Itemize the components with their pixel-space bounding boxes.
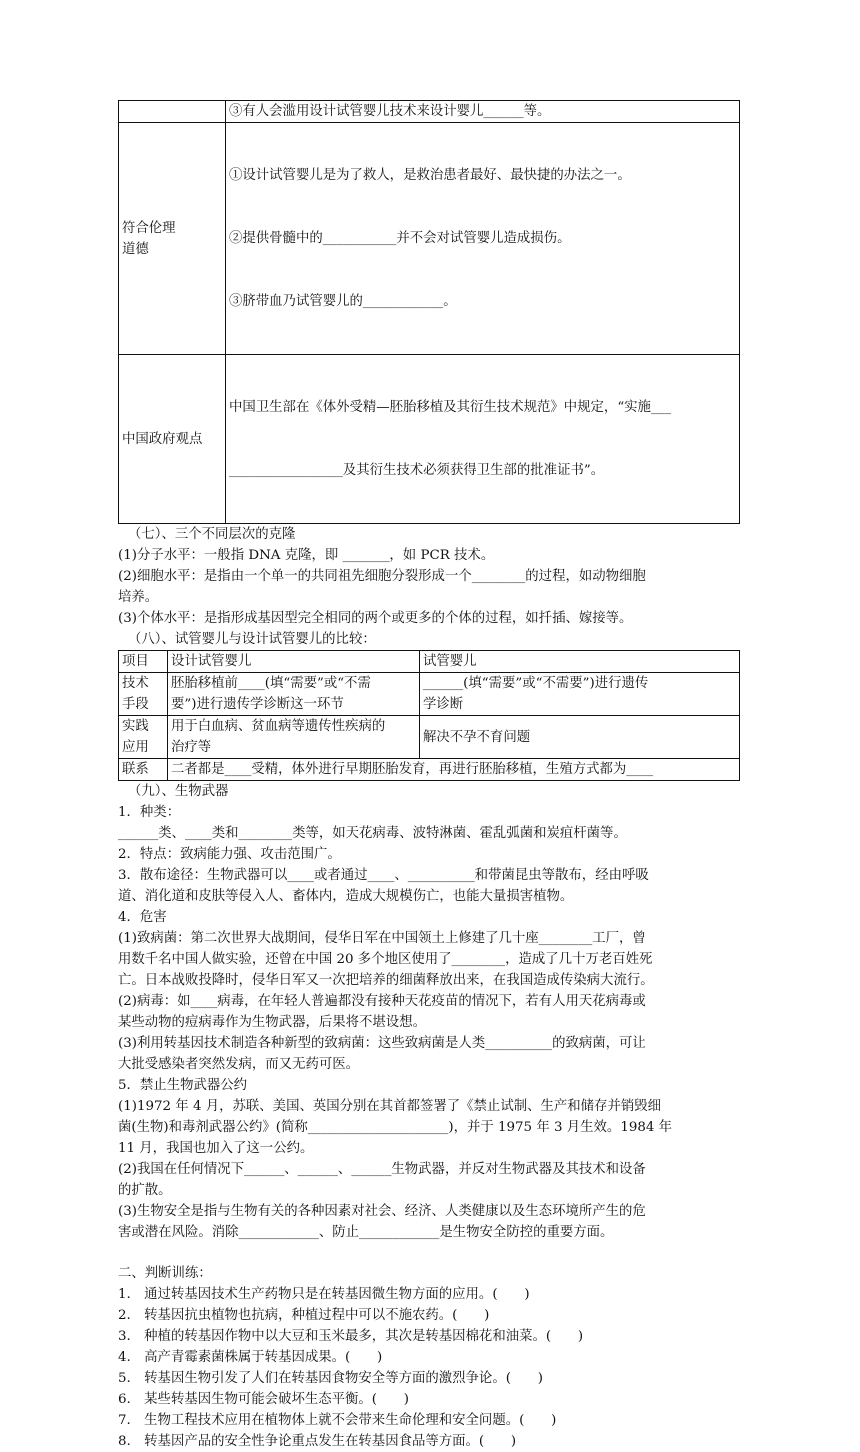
text-line: (3)个体水平：是指形成基因型完全相同的两个或更多的个体的过程，如扦插、嫁接等。 bbox=[118, 611, 633, 626]
row-content bbox=[226, 101, 740, 123]
judgment-item: 3. 种植的转基因作物中以大豆和玉米最多，其次是转基因棉花和油菜。( ) bbox=[118, 1329, 584, 1344]
text-line: 培养。 bbox=[118, 590, 159, 605]
table-cell: 用于白血病、贫血病等遗传性疾病的 治疗等 bbox=[168, 716, 420, 759]
table-header-row bbox=[119, 651, 740, 673]
table-row bbox=[119, 759, 740, 781]
table-line: ③脐带血乃试管婴儿的____________。 bbox=[229, 294, 457, 309]
section-heading: （八）、试管婴儿与设计试管婴儿的比较： bbox=[128, 632, 376, 647]
table-cell: ______(填“需要”或“不需要”)进行遗传 学诊断 bbox=[420, 673, 740, 716]
table-row bbox=[119, 355, 740, 524]
text-line: 的扩散。 bbox=[118, 1183, 172, 1198]
text-line: 3．散布途径：生物武器可以____或者通过____、__________和带菌昆虫等散布，经由呼吸 bbox=[118, 868, 649, 883]
text-line: 1．种类： bbox=[118, 805, 181, 820]
text-line: (2)细胞水平：是指由一个单一的共同祖先细胞分裂形成一个________的过程，如动物细胞 bbox=[118, 569, 646, 584]
table-line: ①设计试管婴儿是为了救人，是救治患者最好、最快捷的办法之一。 bbox=[229, 168, 631, 183]
text-line: 2．特点：致病能力强、攻击范围广。 bbox=[118, 847, 341, 862]
text-line: 道、消化道和皮肤等侵入人、畜体内，造成大规模伤亡，也能大量损害植物。 bbox=[118, 889, 574, 904]
section-heading: （九）、生物武器 bbox=[128, 784, 229, 799]
text-line: (3)利用转基因技术制造各种新型的致病菌：这些致病菌是人类__________的致病菌，可让 bbox=[118, 1036, 646, 1051]
judgment-item: 7. 生物工程技术应用在植物体上就不会带来生命伦理和安全问题。( ) bbox=[118, 1413, 557, 1428]
text-line: 4．危害 bbox=[118, 910, 167, 925]
section-heading: 二、判断训练： bbox=[118, 1266, 212, 1281]
text-line: 害或潜在风险。消除____________、防止____________是生物安全防控的重要方面。 bbox=[118, 1225, 614, 1240]
text-line: (1)1972 年 4 月，苏联、美国、英国分别在其首都签署了《禁止试制、生产和储存并销毁细 bbox=[118, 1099, 662, 1114]
row-label bbox=[119, 101, 226, 123]
comparison-table bbox=[118, 650, 740, 781]
table-line: ②提供骨髓中的___________并不会对试管婴儿造成损伤。 bbox=[229, 231, 571, 246]
text-line: 某些动物的痘病毒作为生物武器，后果将不堪设想。 bbox=[118, 1015, 426, 1030]
text-line: (1)致病菌：第二次世界大战期间，侵华日军在中国领土上修建了几十座________工厂，曾 bbox=[118, 931, 646, 946]
table-cell: 胚胎移植前____(填“需要”或“不需 要”)进行遗传学诊断这一环节 bbox=[168, 673, 420, 716]
table-line: ③有人会滥用设计试管婴儿技术来设计婴儿______等。 bbox=[229, 104, 551, 119]
table-row bbox=[119, 673, 740, 716]
judgment-item: 8. 转基因产品的安全性争论重点发生在转基因食品等方面。( ) bbox=[118, 1434, 517, 1449]
text-line: (2)病毒：如____病毒，在年轻人普遍都没有接种天花疫苗的情况下，若有人用天花病毒或 bbox=[118, 994, 646, 1009]
judgment-item: 1. 通过转基因技术生产药物只是在转基因微生物方面的应用。( ) bbox=[118, 1287, 530, 1302]
table-line: 中国卫生部在《体外受精—胚胎移植及其衍生技术规范》中规定，“实施___ bbox=[229, 400, 672, 415]
table-row bbox=[119, 123, 740, 355]
row-content bbox=[226, 123, 740, 355]
text-line: (1)分子水平：一般指 DNA 克隆，即 _______，如 PCR 技术。 bbox=[118, 548, 495, 563]
row-label: 联系 bbox=[119, 759, 168, 781]
judgment-item: 6. 某些转基因生物可能会破坏生态平衡。( ) bbox=[118, 1392, 410, 1407]
table-cell: 解决不孕不育问题 bbox=[420, 716, 740, 759]
header-cell: 设计试管婴儿 bbox=[168, 651, 420, 673]
judgment-item: 5. 转基因生物引发了人们在转基因食物安全等方面的激烈争论。( ) bbox=[118, 1371, 543, 1386]
row-label: 实践 应用 bbox=[119, 716, 168, 759]
text-line: (3)生物安全是指与生物有关的各种因素对社会、经济、人类健康以及生态环境所产生的危 bbox=[118, 1204, 646, 1219]
row-label: 中国政府观点 bbox=[119, 355, 226, 524]
text-line: 大批受感染者突然发病，而又无药可医。 bbox=[118, 1057, 360, 1072]
table-row bbox=[119, 101, 740, 123]
worksheet-page bbox=[118, 100, 740, 1452]
table-line: _________________及其衍生技术必须获得卫生部的批准证书”。 bbox=[229, 463, 605, 478]
ethics-table bbox=[118, 100, 740, 524]
table-row bbox=[119, 716, 740, 759]
text-line: 菌(生物)和毒剂武器公约》(简称_____________________)，并于 1975 年 3 月生效。1984 年 bbox=[118, 1120, 673, 1135]
text-line: (2)我国在任何情况下______、______、______生物武器，并反对生物武器及其技术和设备 bbox=[118, 1162, 646, 1177]
row-label: 技术 手段 bbox=[119, 673, 168, 716]
section-heading: （七）、三个不同层次的克隆 bbox=[128, 527, 296, 542]
text-line: 5．禁止生物武器公约 bbox=[118, 1078, 248, 1093]
text-line: ______类、____类和________类等，如天花病毒、波特淋菌、霍乱弧菌和炭疽杆菌等。 bbox=[118, 826, 627, 841]
judgment-item: 4. 高产青霉素菌株属于转基因成果。( ) bbox=[118, 1350, 383, 1365]
text-line: 亡。日本战败投降时，侵华日军又一次把培养的细菌释放出来，在我国造成传染病大流行。 bbox=[118, 973, 654, 988]
table-cell: 二者都是____受精，体外进行早期胚胎发育，再进行胚胎移植，生殖方式都为____ bbox=[168, 759, 740, 781]
judgment-item: 2. 转基因抗虫植物也抗病，种植过程中可以不施农药。( ) bbox=[118, 1308, 490, 1323]
header-cell: 试管婴儿 bbox=[420, 651, 740, 673]
row-label: 符合伦理 道德 bbox=[119, 123, 226, 355]
text-line: 11 月，我国也加入了这一公约。 bbox=[118, 1141, 314, 1156]
row-content bbox=[226, 355, 740, 524]
text-line: 用数千名中国人做实验，还曾在中国 20 多个地区使用了________，造成了几十万老百姓死 bbox=[118, 952, 653, 967]
spacer bbox=[118, 1243, 740, 1263]
header-cell: 项目 bbox=[119, 651, 168, 673]
